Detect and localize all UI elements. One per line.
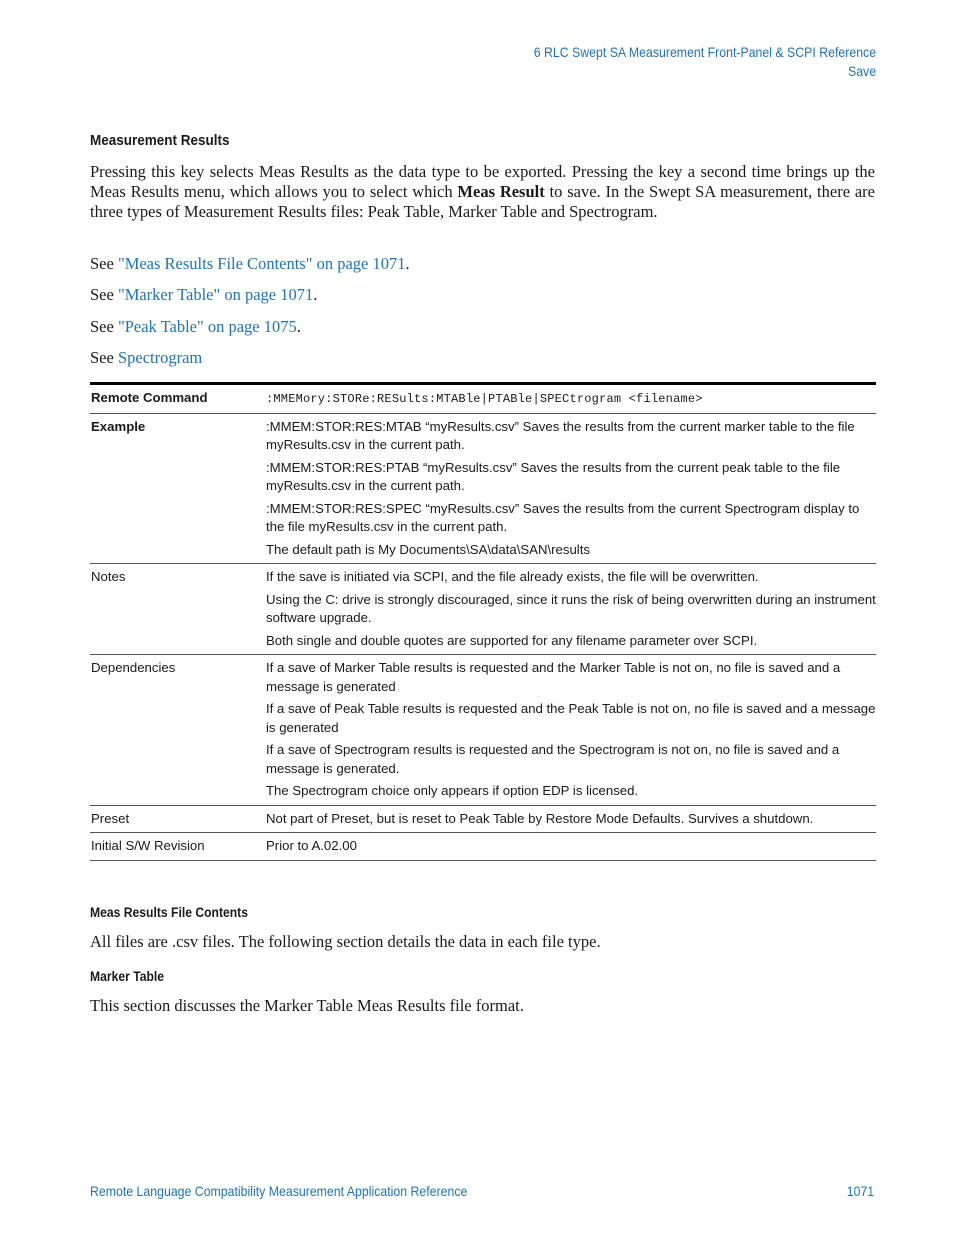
see-prefix: See (90, 317, 118, 336)
section-name: Save (847, 63, 876, 79)
marker-table-text: This section discusses the Marker Table Meas Results file format. (90, 996, 524, 1015)
row-label-preset: Preset (90, 805, 265, 833)
link-peak-table[interactable]: "Peak Table" on page 1075 (117, 317, 297, 336)
scpi-command: :MMEMory:STORe:RESults:MTABle|PTABle|SPECtrogram <filename> (266, 392, 703, 406)
see-reference (90, 254, 410, 274)
remote-command-value (265, 384, 876, 414)
dependencies-paragraph: If a save of Peak Table results is requested and the Peak Table is not on, no file is saved and a message is generated (266, 701, 876, 735)
initial-revision-value: Prior to A.02.00 (265, 833, 876, 861)
see-suffix: . (296, 317, 301, 336)
intro-text-2: to save. In the Swept SA measurement, there are three types of Measurement Results files: Peak Table, Marker Table and Spectrogram. (90, 182, 875, 221)
link-marker-table[interactable]: "Marker Table" on page 1071 (117, 285, 314, 304)
dependencies-paragraph: The Spectrogram choice only appears if option EDP is licensed. (266, 783, 639, 798)
table-row (90, 805, 876, 833)
see-reference (90, 285, 317, 305)
link-spectrogram[interactable]: Spectrogram (117, 348, 203, 367)
notes-paragraph: If the save is initiated via SCPI, and the file already exists, the file will be overwritten. (266, 569, 759, 584)
subheading-meas-results-file-contents: Meas Results File Contents (90, 905, 248, 920)
example-paragraph: :MMEM:STOR:RES:MTAB “myResults.csv” Saves the results from the current marker table to the file myResults.csv in the current path. (266, 418, 855, 452)
file-contents-text: All files are .csv files. The following section details the data in each file type. (90, 932, 601, 951)
footer-document-title: Remote Language Compatibility Measurement Application Reference (90, 1183, 468, 1199)
footer-page-number: 1071 (846, 1183, 874, 1199)
row-label-remote-command: Remote Command (90, 384, 265, 414)
row-label-initial-revision: Initial S/W Revision (90, 833, 265, 861)
link-meas-results-file-contents[interactable]: "Meas Results File Contents" on page 1071 (117, 254, 406, 273)
table-row (90, 384, 876, 414)
see-suffix: . (313, 285, 318, 304)
example-paragraph: :MMEM:STOR:RES:PTAB “myResults.csv” Saves the results from the current peak table to the file myResults.csv in the current path. (266, 459, 841, 493)
row-label-example: Example (90, 413, 265, 564)
subheading-marker-table: Marker Table (90, 969, 165, 984)
preset-value: Not part of Preset, but is reset to Peak Table by Restore Mode Defaults. Survives a shutdown. (265, 805, 876, 833)
row-label-notes: Notes (90, 564, 265, 655)
see-reference (90, 348, 202, 368)
table-row (90, 413, 876, 564)
running-header (534, 43, 876, 81)
example-paragraph: :MMEM:STOR:RES:SPEC “myResults.csv” Saves the results from the current Spectrogram display to the file myResults.csv in the current path. (266, 500, 860, 534)
notes-paragraph: Both single and double quotes are supported for any filename parameter over SCPI. (266, 632, 758, 648)
notes-paragraph: Using the C: drive is strongly discouraged, since it runs the risk of being overwritten during an instrument software upgrade. (266, 591, 876, 625)
see-prefix: See (90, 348, 118, 367)
intro-paragraph (90, 162, 875, 222)
see-prefix: See (90, 285, 118, 304)
section-heading: Measurement Results (90, 132, 230, 149)
dependencies-paragraph: If a save of Marker Table results is requested and the Marker Table is not on, no file is saved and a message is generated (266, 660, 841, 694)
example-paragraph: The default path is My Documents\SA\data\SAN\results (266, 541, 590, 557)
table-row (90, 564, 876, 655)
see-reference (90, 317, 301, 337)
notes-value (265, 564, 876, 655)
see-prefix: See (90, 254, 118, 273)
dependencies-paragraph: If a save of Spectrogram results is requested and the Spectrogram is not on, no file is saved and a message is generated. (266, 742, 840, 776)
chapter-title: 6 RLC Swept SA Measurement Front-Panel & SCPI Reference (533, 44, 876, 60)
table-row (90, 833, 876, 861)
example-value (265, 413, 876, 564)
intro-text-1: Pressing this key selects Meas Results as the data type to be exported. Pressing the key a second time brings up the Meas Results menu, which allows you to select which (90, 162, 875, 201)
intro-bold: Meas Result (457, 182, 545, 201)
row-label-dependencies: Dependencies (90, 655, 265, 806)
table-row (90, 655, 876, 806)
command-reference-table (90, 382, 876, 861)
see-suffix: . (405, 254, 410, 273)
dependencies-value (265, 655, 876, 806)
